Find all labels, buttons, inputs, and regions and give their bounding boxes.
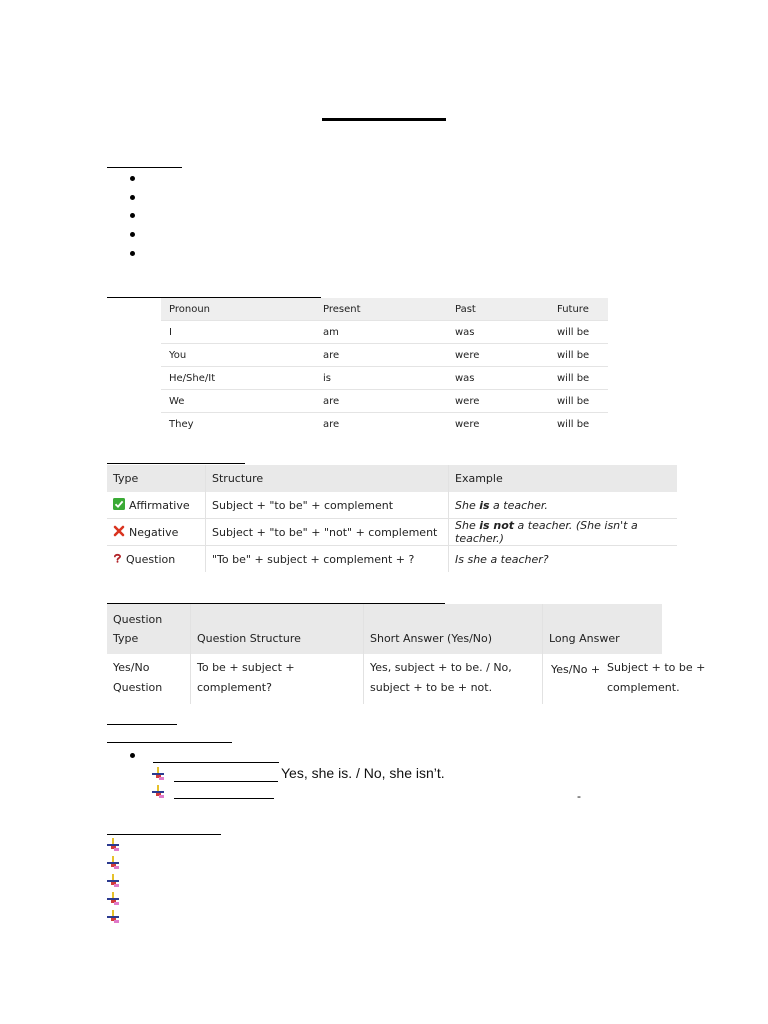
- table-row: [107, 492, 677, 519]
- pushpin-icon: [152, 785, 164, 798]
- cell-line: Question: [113, 681, 163, 694]
- table-cell: are: [315, 390, 447, 413]
- table-cell: [364, 654, 543, 704]
- table-cell: Is she a teacher?: [455, 552, 549, 566]
- section-heading-underline: [107, 834, 221, 835]
- example-emphasis: is: [479, 498, 490, 512]
- list-bullet: [130, 176, 135, 181]
- table-row: [107, 654, 662, 704]
- table-header: Future: [549, 298, 608, 321]
- table-row: [161, 367, 608, 390]
- table-row: [161, 413, 608, 436]
- pushpin-icon: [107, 874, 119, 887]
- blank-line: [174, 781, 278, 782]
- title-underline: [322, 118, 446, 121]
- table-header: [107, 604, 191, 654]
- pushpin-icon: [107, 838, 119, 851]
- table-cell: am: [315, 321, 447, 344]
- table-cell: He/She/It: [161, 367, 315, 390]
- table-row: [107, 546, 677, 573]
- pushpin-icon: [107, 892, 119, 905]
- table-cell: is: [315, 367, 447, 390]
- cell-line: Subject + to be +: [607, 661, 706, 674]
- table-cell: will be: [549, 367, 608, 390]
- table-cell: [107, 492, 206, 519]
- cell-line: complement?: [197, 681, 272, 694]
- cell-line: complement.: [607, 681, 680, 694]
- table-row: [161, 344, 608, 367]
- subheading-underline: [107, 742, 232, 743]
- table-cell: will be: [549, 321, 608, 344]
- type-label: Negative: [129, 526, 179, 539]
- table-header: Past: [447, 298, 549, 321]
- header-line: Question Type: [113, 613, 163, 645]
- table-cell: Subject + "to be" + "not" + complement: [206, 519, 449, 546]
- table-cell: [107, 519, 206, 546]
- pushpin-icon: [107, 856, 119, 869]
- table-header: Question Structure: [191, 604, 364, 654]
- table-cell: [449, 492, 678, 519]
- table-header: Example: [449, 465, 678, 492]
- table-cell: was: [447, 367, 549, 390]
- list-bullet: [130, 232, 135, 237]
- example-text: She: [455, 519, 480, 532]
- table-cell: [543, 654, 706, 704]
- cell-line: subject + to be + not.: [370, 681, 493, 694]
- table-header: Type: [107, 465, 206, 492]
- table-cell: I: [161, 321, 315, 344]
- dash-mark: -: [577, 789, 581, 803]
- table-cell: are: [323, 418, 340, 430]
- table-cell: will be: [549, 390, 608, 413]
- table-header: Structure: [206, 465, 449, 492]
- pushpin-icon: [107, 910, 119, 923]
- table-cell: are: [315, 344, 447, 367]
- section-heading-underline: [107, 724, 177, 725]
- cell-line: Yes/No: [113, 661, 150, 674]
- section-heading-underline: [107, 167, 182, 168]
- blank-line: [153, 762, 279, 763]
- type-label: Question: [126, 553, 176, 566]
- table-row: [161, 321, 608, 344]
- cell-line: To be + subject +: [197, 661, 295, 674]
- example-emphasis: is not: [479, 519, 515, 532]
- table-cell: were: [455, 418, 480, 430]
- question-structure-table: [107, 604, 706, 704]
- table-header: Long Answer: [543, 604, 663, 654]
- example-text: (She isn't a teacher.): [455, 519, 638, 545]
- table-cell: will be: [557, 418, 590, 430]
- list-bullet: [130, 213, 135, 218]
- table-cell: [449, 519, 678, 546]
- table-cell: was: [447, 321, 549, 344]
- table-row: [161, 390, 608, 413]
- table-header: Present: [315, 298, 447, 321]
- table-cell: You: [161, 344, 315, 367]
- table-cell: Subject + "to be" + complement: [206, 492, 449, 519]
- type-label: Affirmative: [129, 499, 190, 512]
- table-cell: were: [447, 390, 549, 413]
- check-icon: [113, 498, 125, 510]
- table-row: [107, 519, 677, 546]
- section-heading-underline: [107, 463, 245, 464]
- table-cell: will be: [549, 344, 608, 367]
- list-bullet: [130, 753, 135, 758]
- pushpin-icon: [152, 767, 164, 780]
- table-cell: They: [169, 418, 194, 430]
- cell-line: Yes, subject + to be. / No,: [370, 661, 512, 674]
- example-answer: Yes, she is. / No, she isn’t.: [281, 765, 445, 781]
- table-cell: We: [161, 390, 315, 413]
- example-text: a teacher.: [514, 519, 573, 532]
- table-header: Pronoun: [161, 298, 315, 321]
- table-header: Short Answer (Yes/No): [364, 604, 543, 654]
- list-bullet: [130, 195, 135, 200]
- table-cell: "To be" + subject + complement + ?: [206, 546, 449, 573]
- example-text: She: [455, 498, 480, 512]
- sentence-type-table: [107, 465, 677, 572]
- cross-icon: [113, 525, 125, 537]
- table-cell: [107, 654, 191, 704]
- table-cell: [191, 654, 364, 704]
- example-text: a teacher.: [489, 498, 548, 512]
- table-cell: were: [447, 344, 549, 367]
- pronoun-table: [161, 298, 608, 435]
- question-mark-icon: [113, 552, 122, 564]
- blank-line: [174, 798, 274, 799]
- table-cell: [107, 546, 206, 573]
- cell-line: Yes/No +: [551, 663, 601, 676]
- list-bullet: [130, 251, 135, 256]
